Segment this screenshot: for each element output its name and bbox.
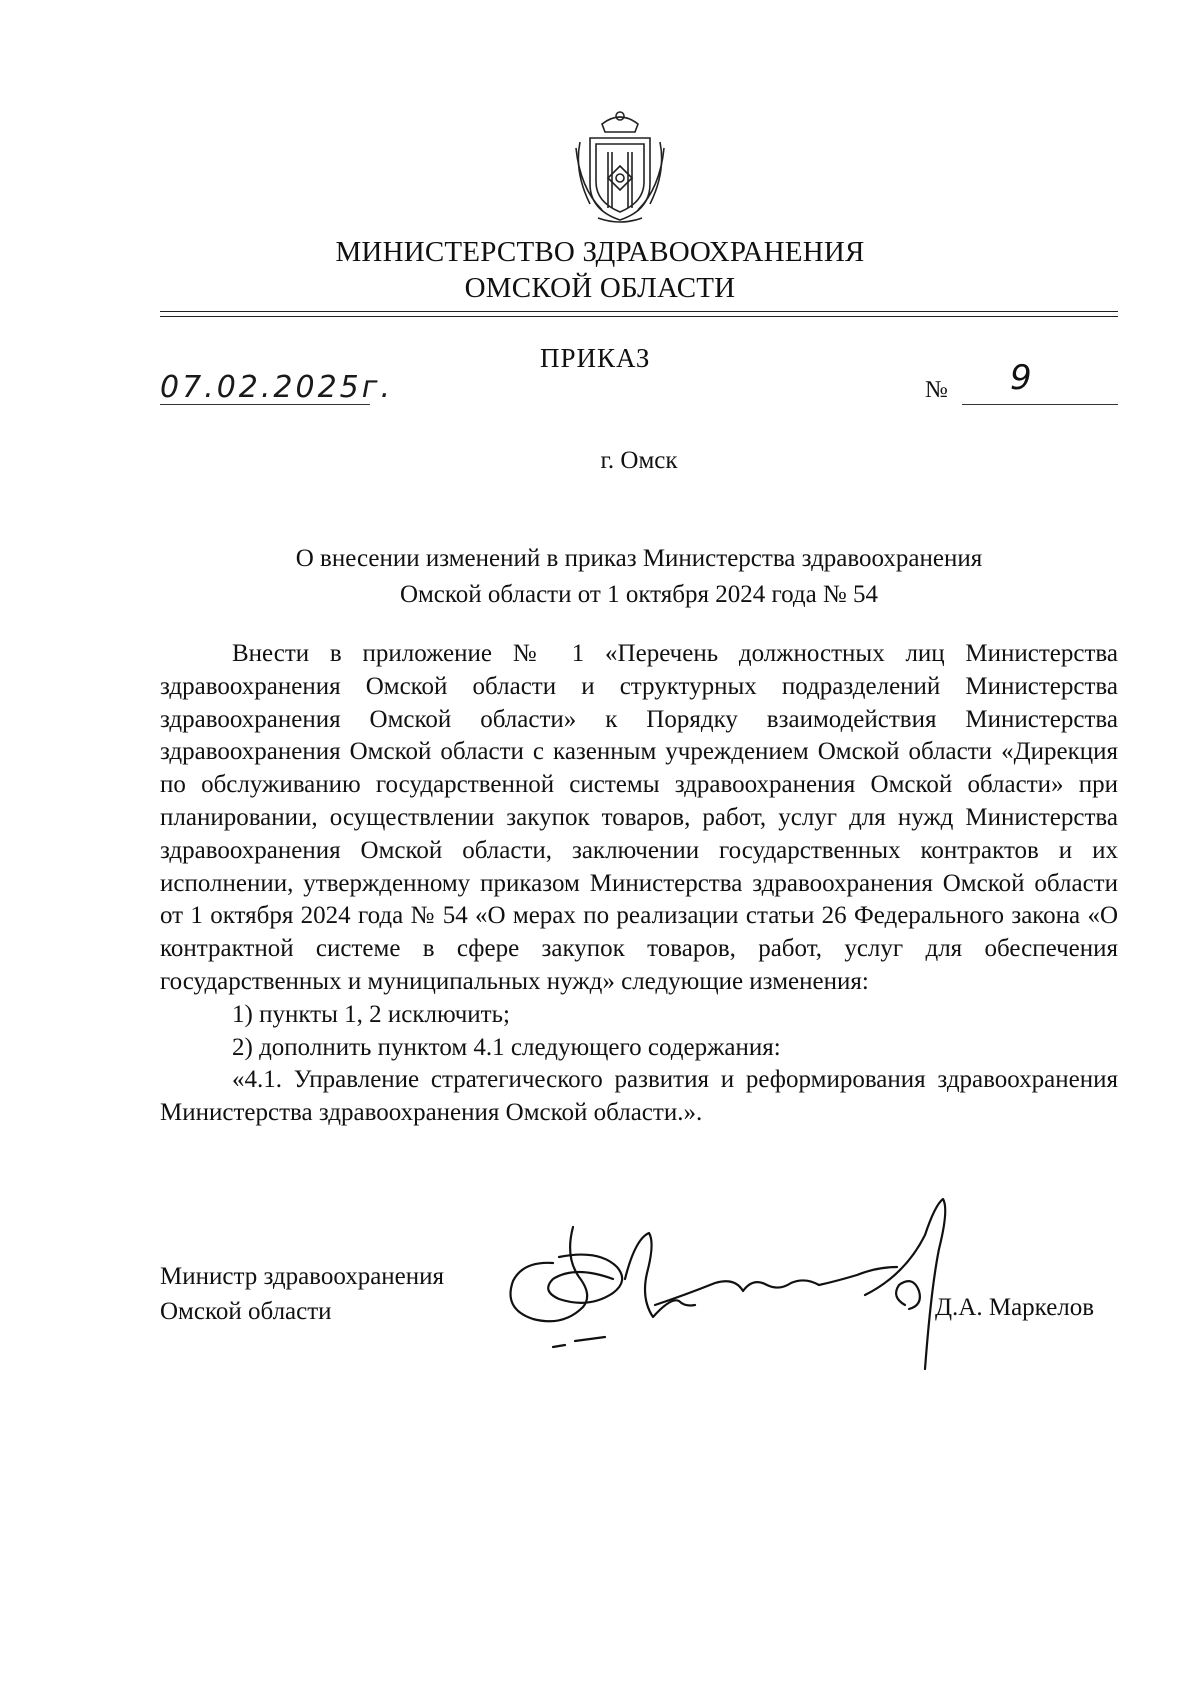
body-main-paragraph: Внести в приложение № 1 «Перечень должностных лиц Министерства здравоохранения Омской области и структурных подразделений Министерства здравоохранения Омской области» к Порядку взаимодействия Министерства здравоохранения Омской области с казенным учреждением Омской области «Дирекция по обслуживанию государственной системы здравоохранения Омской области» при планировании, осуществлении закупок товаров, работ, услуг для нужд Министерства здравоохранения Омской области, заключении государственных контрактов и их исполнении, утвержденному приказом Министерства здравоохранения Омской области от 1 октября 2024 года № 54 «О мерах по реализации статьи 26 Федерального закона «О контрактной системе в сфере закупок товаров, работ, услуг для обеспечения государственных и муниципальных нужд» следующие изменения: — [160, 640, 1118, 995]
signer-position-line1: Министр здравоохранения — [160, 1263, 445, 1290]
header-rule — [160, 316, 1118, 317]
date-underline — [160, 404, 370, 405]
ministry-name-line2: ОМСКОЙ ОБЛАСТИ — [464, 272, 736, 304]
body-item-3: «4.1. Управление стратегического развития и реформирования здравоохранения Министерства здравоохранения Омской области.». — [160, 1066, 1118, 1127]
ministry-name-line1: МИНИСТЕРСТВО ЗДРАВООХРАНЕНИЯ — [335, 236, 865, 268]
order-number-label: № — [925, 377, 948, 403]
order-date: 07.02.2025г. — [160, 370, 394, 405]
signer-position-line2: Омской области — [160, 1298, 332, 1325]
subject-line2: Омской области от 1 октября 2024 года № 54 — [399, 581, 879, 608]
signer-name: Д.А. Маркелов — [935, 1294, 1095, 1321]
order-body — [160, 638, 1118, 1130]
header-rule — [160, 311, 1118, 312]
number-underline — [962, 404, 1118, 405]
order-subject — [160, 541, 1118, 613]
document-title: ПРИКАЗ — [540, 343, 651, 373]
coat-of-arms-icon — [572, 108, 668, 228]
city: г. Омск — [600, 447, 678, 474]
signer-position — [160, 1259, 444, 1329]
body-item-2: 2) дополнить пунктом 4.1 следующего содержания: — [232, 1033, 781, 1061]
subject-line1: О внесении изменений в приказ Министерства здравоохранения — [295, 545, 983, 572]
order-number: 9 — [1010, 358, 1032, 398]
body-item-1: 1) пункты 1, 2 исключить; — [232, 1000, 510, 1028]
handwritten-signature — [505, 1195, 1025, 1385]
